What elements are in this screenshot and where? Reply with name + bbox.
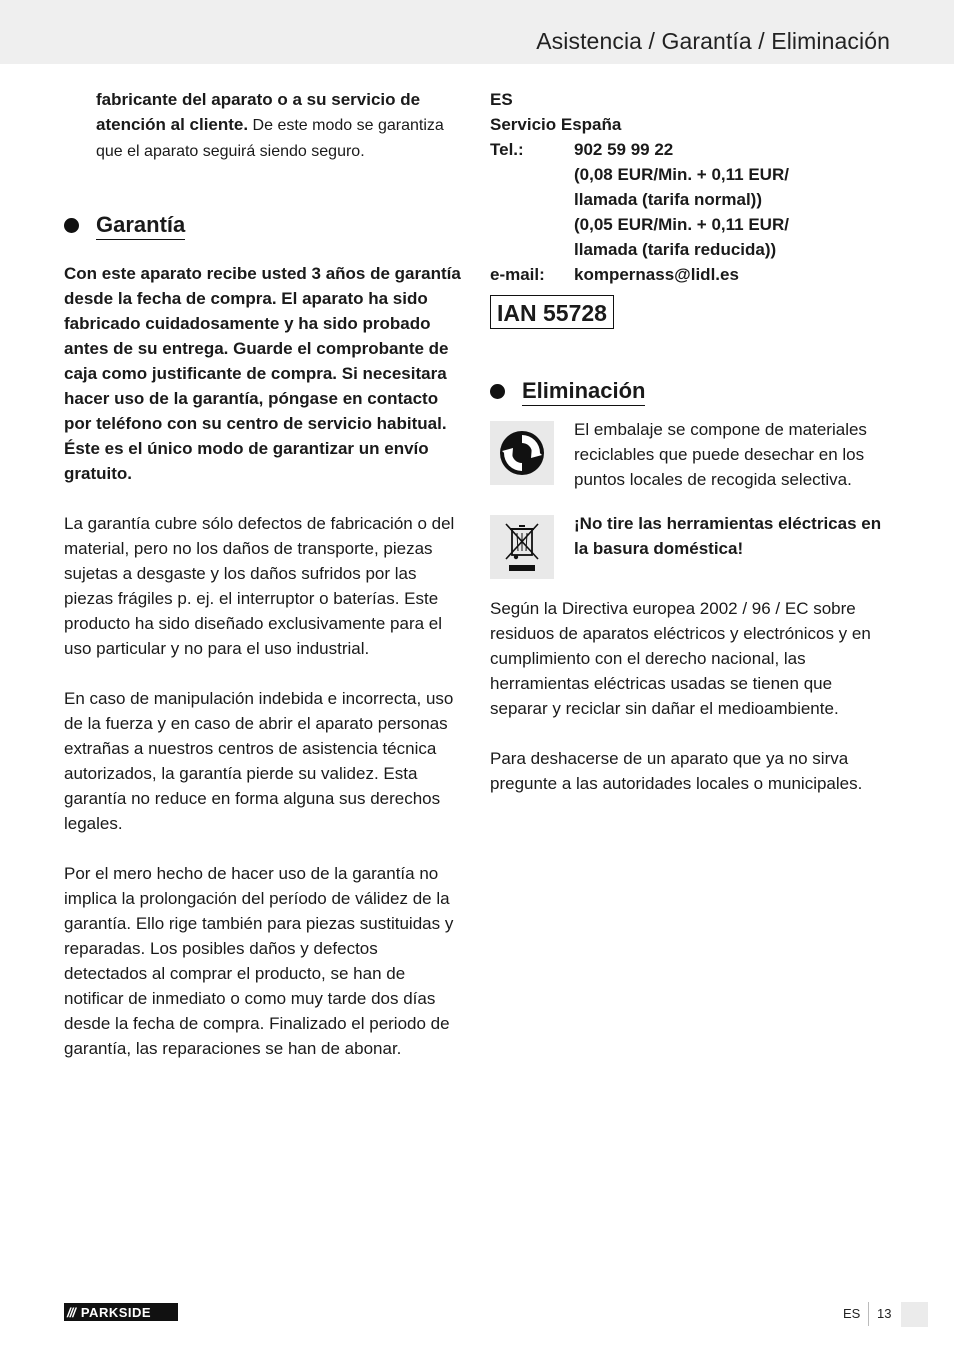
- header-band: [0, 0, 954, 64]
- tel-number: 902 59 99 22: [574, 140, 674, 159]
- logo-brand-text: PARKSIDE: [80, 1304, 152, 1320]
- left-column: [64, 87, 464, 1061]
- crossed-out-wheelie-bin-icon: [490, 515, 554, 579]
- recycle-row: [490, 421, 890, 492]
- contact-country: ES: [490, 90, 513, 109]
- page-title: Asistencia / Garantía / Eliminación: [536, 28, 890, 54]
- ian-box: IAN 55728: [490, 295, 614, 329]
- contact-tel-row: [490, 137, 890, 262]
- intro-paragraph: [64, 87, 464, 164]
- service-contact: [490, 87, 890, 329]
- tariff-normal-2: llamada (tarifa normal)): [574, 190, 762, 209]
- tel-label: Tel.:: [490, 140, 524, 159]
- garantia-heading-text: Garantía: [96, 211, 185, 240]
- eliminacion-heading: [490, 377, 890, 406]
- weee-warning-text: ¡No tire las herramientas eléctricas en la basura doméstica!: [574, 514, 882, 558]
- weee-row: [490, 515, 890, 579]
- right-column: [490, 87, 890, 796]
- bullet-icon: [490, 384, 505, 399]
- intro-bold-text: fabricante del aparato o a su servicio de atención al cliente.: [96, 90, 421, 134]
- eliminacion-heading-text: Eliminación: [522, 377, 645, 406]
- garantia-paragraph-3: Por el mero hecho de hacer uso de la garantía no implica la prolongación del período de válidez de la garantía. Ello rige también para piezas sustituidas y reparadas. Los posibles daños y defectos detectados al comprar el producto, se han de notificar de inmediato o como muy tarde dos días desde la fecha de compra. Finalizado el periodo de garantía, las reparaciones se han de abonar.: [64, 864, 454, 1058]
- parkside-logo: [64, 1303, 178, 1321]
- bullet-icon: [64, 218, 79, 233]
- intro-normal-text: De este modo se garantiza que el aparato seguirá siendo seguro.: [96, 117, 444, 160]
- footer-language: ES: [843, 1306, 861, 1321]
- email-address: kompernass@lidl.es: [574, 265, 739, 284]
- footer-tab: [901, 1302, 928, 1327]
- tariff-reduced-1: (0,05 EUR/Min. + 0,11 EUR/: [574, 215, 789, 234]
- eliminacion-paragraph-1: Según la Directiva europea 2002 / 96 / EC sobre residuos de aparatos eléctricos y electrónicos y en cumplimiento con el derecho nacional, las herramientas eléctricas usadas se tienen que separar y reciclar sin dañar el medioambiente.: [490, 599, 871, 718]
- garantia-paragraph-1: La garantía cubre sólo defectos de fabricación o del material, pero no los daños de transporte, piezas sujetas a desgaste y los daños sufridos por las piezas frágiles p. ej. el interruptor o baterías. Este producto ha sido diseñado exclusivamente para el uso particular y no para el uso industrial.: [64, 514, 455, 658]
- contact-service-name: Servicio España: [490, 115, 622, 134]
- footer-divider: [868, 1302, 869, 1326]
- tariff-reduced-2: llamada (tarifa reducida)): [574, 240, 777, 259]
- email-label: e-mail:: [490, 265, 545, 284]
- tariff-normal-1: (0,08 EUR/Min. + 0,11 EUR/: [574, 165, 789, 184]
- page-number: 13: [877, 1306, 892, 1321]
- garantia-paragraph-2: En caso de manipulación indebida e incorrecta, uso de la fuerza y en caso de abrir el aparato personas extrañas a nuestros centros de asistencia técnica autorizados, la garantía pierde su validez. Esta garantía no reduce en forma alguna sus derechos legales.: [64, 689, 454, 833]
- logo-stripes: ///: [67, 1304, 75, 1320]
- green-dot-recycle-icon: [490, 421, 554, 485]
- eliminacion-paragraph-2: Para deshacerse de un aparato que ya no sirva pregunte a las autoridades locales o municipales.: [490, 749, 863, 793]
- contact-email-row: [490, 262, 890, 287]
- garantia-bold-paragraph: Con este aparato recibe usted 3 años de garantía desde la fecha de compra. El aparato ha sido fabricado cuidadosamente y ha sido probado antes de su entrega. Guarde el comprobante de caja como justificante de compra. Si necesitara hacer uso de la garantía, póngase en contacto por teléfono con su centro de servicio habitual. Éste es el único modo de garantizar un envío gratuito.: [64, 264, 461, 483]
- tel-values: [574, 137, 789, 262]
- garantia-heading: [64, 211, 464, 240]
- recycle-text: El embalaje se compone de materiales reciclables que puede desechar en los puntos locales de recogida selectiva.: [574, 420, 867, 489]
